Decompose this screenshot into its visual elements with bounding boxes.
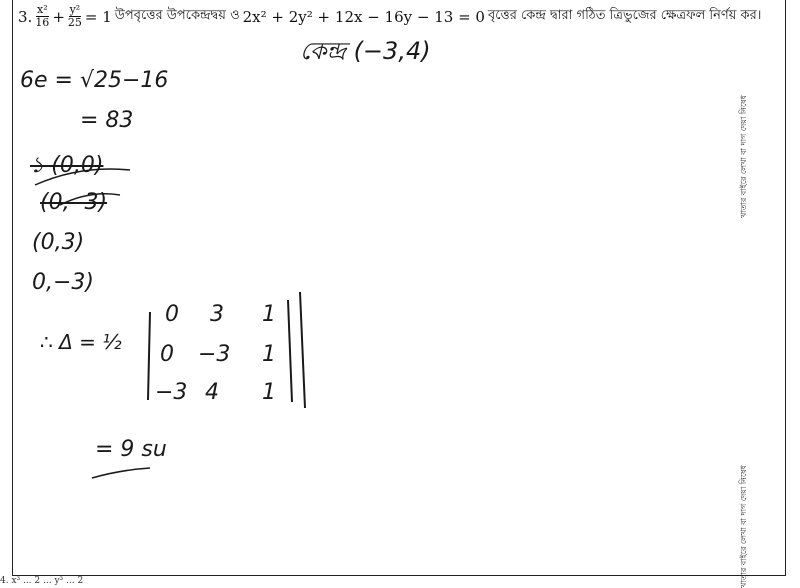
- det-r2c2: −3: [198, 342, 231, 367]
- fraction-x2-16: $\frac{\text{x²}}{16}$: [35, 3, 50, 29]
- strike-scribble-1: [35, 169, 130, 185]
- margin-note-upper: খাতার বাইরে লেখা বা দাগ দেয়া নিষেধ: [738, 94, 748, 219]
- handwritten-focus-1: (0,3): [32, 230, 85, 255]
- det-r3c1: −3: [155, 380, 188, 405]
- handwritten-answer: = 9 su: [95, 437, 167, 462]
- question-3: 3. $\frac{\text{x²}}{16}$ + $\frac{\text{y²}}{25}$ = 1 উপবৃত্তের উপকেন্দ্রদ্বয় ও 2x² + 2y² + 12x − 16y − 13 = 0 বৃত্তের কেন্দ্র দ্বারা গঠিত ত্রিভুজের ক্ষেত্রফল নির্ণয় কর।: [18, 3, 762, 29]
- det-r2c1: 0: [160, 342, 174, 367]
- det-r2c3: 1: [262, 342, 276, 367]
- circle-equation: 2x² + 2y² + 12x − 16y − 13 = 0: [242, 7, 485, 26]
- strike-scribble-2: [60, 194, 120, 205]
- question-number: 3.: [18, 7, 33, 26]
- fraction-y2-25: $\frac{\text{y²}}{25}$: [67, 3, 82, 29]
- next-question-partial: 4. x³ ... 2 ... y³ ... 2: [0, 576, 84, 586]
- margin-note-lower: খাতার বাইরে লেখা বা দাগ দেয়া নিষেধ: [738, 464, 748, 588]
- det-r1c1: 0: [165, 302, 179, 327]
- handwritten-struck-point: ১ (0,0): [30, 153, 104, 178]
- handwritten-struck-point-2: (0, -3): [40, 190, 108, 215]
- det-r1c3: 1: [262, 302, 276, 327]
- det-r1c2: 3: [210, 302, 224, 327]
- det-left-bar: [148, 312, 150, 400]
- handwritten-center: কেন্দ্র (−3,4): [300, 37, 431, 65]
- det-r3c2: 4: [205, 380, 219, 405]
- det-right-bar-1: [288, 300, 292, 402]
- det-r3c3: 1: [262, 380, 276, 405]
- det-right-bar-2: [300, 292, 305, 408]
- handwritten-focus-2: 0,−3): [32, 270, 95, 295]
- handwritten-result: = 83: [80, 108, 134, 133]
- handwritten-eccentricity: 6e = √25−16: [20, 68, 169, 93]
- handwritten-area-formula: ∴ Δ = ½: [40, 330, 122, 354]
- answer-underline: [92, 468, 150, 478]
